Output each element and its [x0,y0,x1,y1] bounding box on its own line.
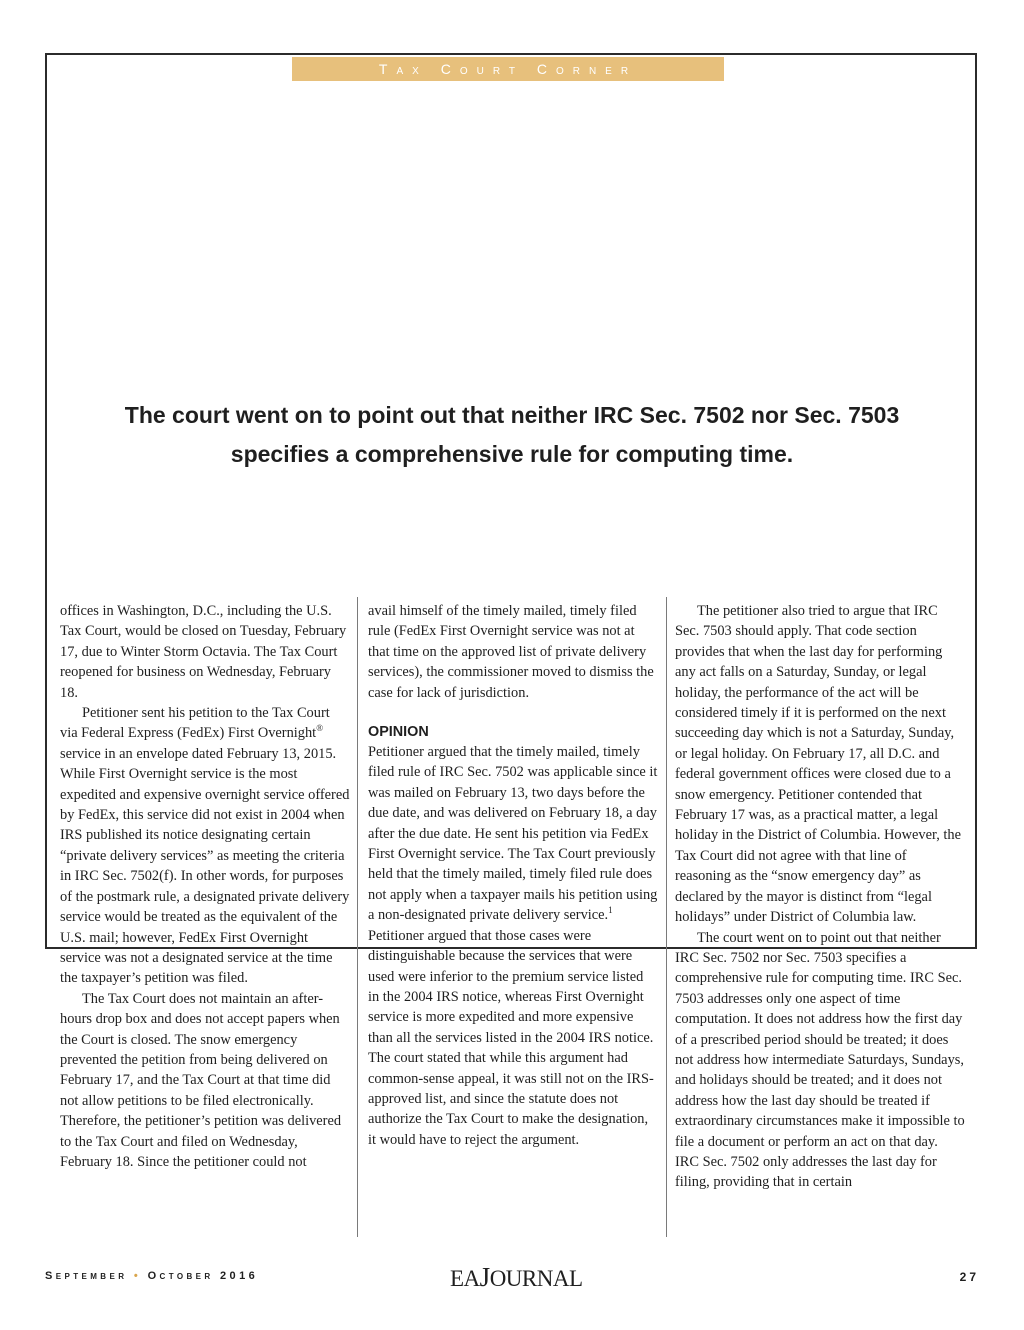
column-2 [368,601,658,1150]
paragraph [60,703,350,989]
paragraph [368,742,658,1150]
section-banner: Tax Court Corner [292,57,724,81]
pull-quote [70,396,954,474]
paragraph: The Tax Court does not maintain an after-hours drop box and does not accept papers when the Court is closed. The snow emergency prevented the petition from being delivered on February 17, and the Tax Court at that time did not allow petitions to be filed electronically. Therefore, the petitioner’s petition was delivered to the Tax Court and filed on Wednesday, February 18. Since the petitioner could not [60,990,342,1170]
page-number: 27 [959,1270,979,1284]
footnote-marker: 1 [608,905,613,916]
logo-ournal: OURNAL [489,1266,583,1291]
paragraph: offices in Washington, D.C., including the U.S. Tax Court, would be closed on Tuesday, February 17, due to Winter Storm Octavia. The Tax Court reopened for business on Wednesday, February 18. [60,603,347,701]
issue-date [45,1270,258,1282]
paragraph-text: Petitioner argued that the timely mailed, timely filed rule of IRC Sec. 7502 was applicable since it was mailed on February 13, two days before the due date, and was delivered on February 18, a day after the due date. He sent his petition via FedEx First Overnight service. The Tax Court previously held that the timely mailed, timely filed rule does not apply when a taxpayer mails his petition using a non-designated private delivery service. [368,744,658,924]
paragraph: The court went on to point out that neither IRC Sec. 7502 nor Sec. 7503 specifies a comprehensive rule for computing time. IRC Sec. 7503 addresses only one aspect of time computation. It does not address how the first day of a prescribed period should be treated; it does not address how intermediate Saturdays, Sundays, and holidays should be treated; and it does not address how the last day should be treated if extraordinary circumstances make it impossible to file a document or perform an act on that day. IRC Sec. 7502 only addresses the last day for filing, providing that in certain [675,929,965,1191]
pull-quote-line-1: The court went on to point out that neither IRC Sec. 7502 nor Sec. 7503 [124,402,900,428]
paragraph: The petitioner also tried to argue that IRC Sec. 7503 should apply. That code section provides that when the last day for performing any act falls on a Saturday, Sunday, or legal holiday, the performance of the act will be considered timely if it is performed on the next succeeding day which is not a Saturday, Sunday, or legal holiday. On February 17, all D.C. and federal government offices were closed due to a snow emergency. Petitioner contended that February 17 was, as a practical matter, a legal holiday in the District of Columbia. However, the Tax Court did not agree with that line of reasoning as the “snow emergency day” as declared by the mayor is distinct from “legal holidays” under District of Columbia law. [675,603,961,926]
ea-journal-logo [450,1262,583,1293]
paragraph-text: Petitioner sent his petition to the Tax Court via Federal Express (FedEx) First Overnight [60,705,330,742]
paragraph: avail himself of the timely mailed, timely filed rule (FedEx First Overnight service was not at that time on the approved list of private delivery services), the commissioner moved to dismiss the case for lack of jurisdiction. [368,603,654,701]
paragraph-text: Petitioner argued that those cases were distinguishable because the services that were used were inferior to the premium service listed in the 2004 IRS notice, whereas First Overnight service is more expedited and more expensive than all the services listed in the 2004 IRS notice. The court stated that while this argument had common-sense appeal, it was still not on the IRS-approved list, and since the statute does not authorize the Tax Court to make the designation, it would have to reject the argument. [368,927,654,1148]
column-divider-1 [357,597,358,1237]
issue-date-text: October 2016 [147,1270,259,1282]
column-1 [60,601,350,1172]
column-divider-2 [666,597,667,1237]
registered-mark: ® [316,723,324,734]
column-3 [675,601,965,1193]
paragraph-text: service in an envelope dated February 13, 2015. While First Overnight service is the most expedited and expensive overnight service offered by FedEx, this service did not exist in 2004 when IRS published its notice designating certain “private delivery services” as meeting the criteria in IRC Sec. 7502(f). In other words, for purposes of the postmark rule, a designated private delivery service would be treated as the equivalent of the U.S. mail; however, FedEx First Overnight service was not a designated service at the time the taxpayer’s petition was filed. [60,745,350,987]
section-heading: OPINION [368,724,429,741]
issue-month: September [45,1270,128,1282]
separator-dot: • [133,1270,142,1282]
logo-ea: EA [450,1266,480,1291]
logo-j: J [479,1262,490,1292]
pull-quote-line-2: specifies a comprehensive rule for computing time. [230,441,794,467]
